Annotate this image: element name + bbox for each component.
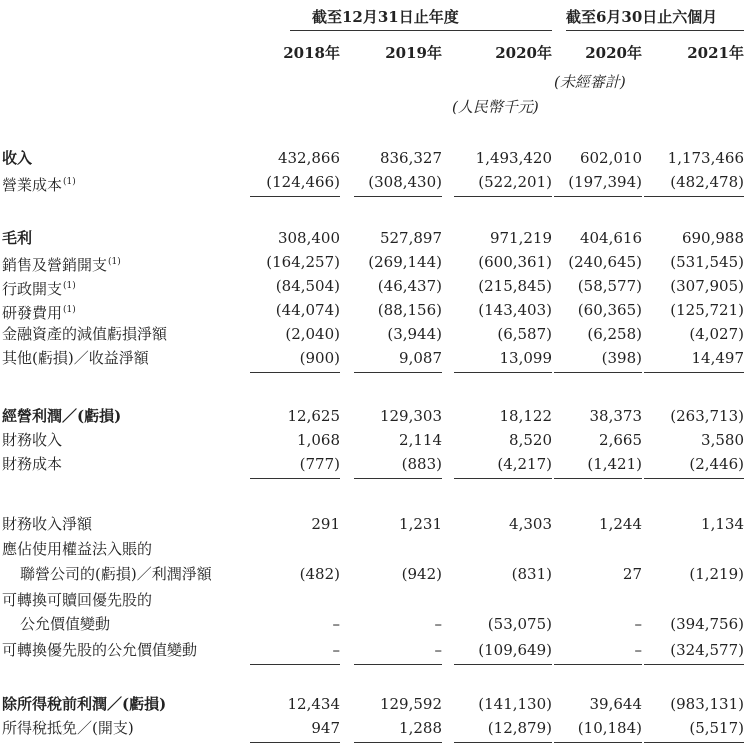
row-label: 財務成本 <box>2 455 63 473</box>
cell-value: 2,114 <box>399 431 442 449</box>
subtotal-rule <box>454 664 552 665</box>
year-header-2019: 2019年 <box>385 44 442 62</box>
cell-value: 1,288 <box>399 719 442 737</box>
cell-value: (600,361) <box>478 253 552 271</box>
row-label: 金融資產的減值虧損淨額 <box>2 325 168 343</box>
cell-value: 18,122 <box>499 407 552 425</box>
period-full-year-header: 截至12月31日止年度 <box>312 8 459 26</box>
cell-value: (263,713) <box>670 407 744 425</box>
row-label: 行政開支$^{(1)}$ <box>2 280 76 298</box>
subtotal-rule <box>554 478 642 479</box>
table-row <box>0 274 750 298</box>
cell-value: (482,478) <box>670 173 744 191</box>
subtotal-rule <box>644 196 744 197</box>
cell-value: (1,421) <box>587 455 642 473</box>
cell-value: (324,577) <box>670 641 744 659</box>
cell-value: (831) <box>511 565 552 583</box>
cell-value: 12,625 <box>287 407 340 425</box>
cell-value: (125,721) <box>670 301 744 319</box>
cell-value: (60,365) <box>577 301 642 319</box>
cell-value: 404,616 <box>579 229 642 247</box>
cell-value: (482) <box>299 565 340 583</box>
cell-value: 39,644 <box>589 695 642 713</box>
row-label: 毛利 <box>2 229 33 247</box>
cell-value: (2,040) <box>285 325 340 343</box>
table-row <box>0 322 750 346</box>
row-label: 研發費用$^{(1)}$ <box>2 304 76 322</box>
cell-value: 27 <box>622 565 642 583</box>
subtotal-rule <box>454 478 552 479</box>
cell-value: (394,756) <box>670 615 744 633</box>
cell-value: (141,130) <box>478 695 552 713</box>
cell-value: – <box>434 615 442 633</box>
cell-value: (6,258) <box>587 325 642 343</box>
subtotal-rule <box>250 196 340 197</box>
table-row <box>0 404 750 428</box>
table-row <box>0 588 750 612</box>
cell-value: (164,257) <box>266 253 340 271</box>
cell-value: 291 <box>311 515 340 533</box>
row-label: 應佔使用權益法入賬的 <box>2 540 153 558</box>
row-label: 銷售及營銷開支$^{(1)}$ <box>2 256 121 274</box>
cell-value: 1,231 <box>399 515 442 533</box>
cell-value: (1,219) <box>689 565 744 583</box>
subtotal-rule <box>354 742 442 743</box>
cell-value: (215,845) <box>478 277 552 295</box>
footnote-marker: (1) <box>63 305 76 315</box>
row-label: 其他(虧損)／收益淨額 <box>2 349 149 367</box>
cell-value: (883) <box>401 455 442 473</box>
row-label: 可轉換優先股的公允價值變動 <box>2 641 198 659</box>
subtotal-rule <box>644 742 744 743</box>
cell-value: 602,010 <box>579 149 642 167</box>
row-label: 聯營公司的(虧損)／利潤淨額 <box>20 565 212 583</box>
cell-value: – <box>434 641 442 659</box>
cell-value: 1,173,466 <box>667 149 744 167</box>
cell-value: 9,087 <box>399 349 442 367</box>
cell-value: (983,131) <box>670 695 744 713</box>
subtotal-rule <box>250 664 340 665</box>
subtotal-rule <box>250 478 340 479</box>
table-row <box>0 250 750 274</box>
cell-value: (109,649) <box>478 641 552 659</box>
row-label: 所得稅抵免／(開支) <box>2 719 134 737</box>
cell-value: (6,587) <box>497 325 552 343</box>
cell-value: (53,075) <box>487 615 552 633</box>
unaudited-note: (未經審計) <box>554 73 626 91</box>
cell-value: (197,394) <box>568 173 642 191</box>
footnote-marker: (1) <box>108 257 121 267</box>
currency-note: (人民幣千元) <box>452 98 539 116</box>
table-row <box>0 346 750 370</box>
cell-value: – <box>332 641 340 659</box>
cell-value: (240,645) <box>568 253 642 271</box>
cell-value: (398) <box>601 349 642 367</box>
subtotal-rule <box>554 196 642 197</box>
cell-value: 1,134 <box>701 515 744 533</box>
table-row <box>0 298 750 322</box>
cell-value: 12,434 <box>287 695 340 713</box>
table-row <box>0 692 750 716</box>
cell-value: 38,373 <box>589 407 642 425</box>
cell-value: (4,217) <box>497 455 552 473</box>
subtotal-rule <box>644 478 744 479</box>
cell-value: (4,027) <box>689 325 744 343</box>
cell-value: (84,504) <box>275 277 340 295</box>
year-header-2020-h1: 2020年 <box>585 44 642 62</box>
row-label: 營業成本$^{(1)}$ <box>2 176 76 194</box>
cell-value: 690,988 <box>681 229 744 247</box>
table-row <box>0 612 750 636</box>
row-label: 財務收入 <box>2 431 63 449</box>
cell-value: – <box>332 615 340 633</box>
subtotal-rule <box>454 742 552 743</box>
table-row <box>0 537 750 561</box>
row-label: 經營利潤／(虧損) <box>2 407 122 425</box>
cell-value: 308,400 <box>277 229 340 247</box>
cell-value: (58,577) <box>577 277 642 295</box>
table-row <box>0 452 750 476</box>
subtotal-rule <box>354 196 442 197</box>
cell-value: (269,144) <box>368 253 442 271</box>
row-label: 可轉換可贖回優先股的 <box>2 591 153 609</box>
cell-value: (531,545) <box>670 253 744 271</box>
cell-value: 8,520 <box>509 431 552 449</box>
cell-value: (10,184) <box>577 719 642 737</box>
cell-value: (143,403) <box>478 301 552 319</box>
footnote-marker: (1) <box>63 281 76 291</box>
cell-value: (5,517) <box>689 719 744 737</box>
cell-value: (3,944) <box>387 325 442 343</box>
table-row <box>0 562 750 586</box>
table-row <box>0 512 750 536</box>
cell-value: 1,493,420 <box>475 149 552 167</box>
cell-value: 527,897 <box>379 229 442 247</box>
cell-value: 4,303 <box>509 515 552 533</box>
cell-value: (777) <box>299 455 340 473</box>
cell-value: 3,580 <box>701 431 744 449</box>
subtotal-rule <box>250 372 340 373</box>
subtotal-rule <box>354 478 442 479</box>
cell-value: 1,244 <box>599 515 642 533</box>
cell-value: (2,446) <box>689 455 744 473</box>
subtotal-rule <box>644 372 744 373</box>
table-row <box>0 428 750 452</box>
table-row <box>0 716 750 740</box>
year-header-2021-h1: 2021年 <box>687 44 744 62</box>
table-row <box>0 226 750 250</box>
footnote-marker: (1) <box>63 177 76 187</box>
cell-value: 129,303 <box>379 407 442 425</box>
cell-value: (44,074) <box>275 301 340 319</box>
row-label: 財務收入淨額 <box>2 515 93 533</box>
cell-value: – <box>634 641 642 659</box>
subtotal-rule <box>644 664 744 665</box>
subtotal-rule <box>554 372 642 373</box>
table-row <box>0 146 750 170</box>
row-label: 除所得稅前利潤／(虧損) <box>2 695 167 713</box>
cell-value: (942) <box>401 565 442 583</box>
cell-value: (308,430) <box>368 173 442 191</box>
cell-value: (88,156) <box>377 301 442 319</box>
cell-value: (12,879) <box>487 719 552 737</box>
cell-value: 13,099 <box>499 349 552 367</box>
cell-value: 947 <box>311 719 340 737</box>
year-header-2018: 2018年 <box>283 44 340 62</box>
cell-value: 2,665 <box>599 431 642 449</box>
subtotal-rule <box>454 372 552 373</box>
subtotal-rule <box>354 664 442 665</box>
table-row <box>0 170 750 194</box>
subtotal-rule <box>354 372 442 373</box>
header-rule-six-months <box>566 30 744 31</box>
row-label: 公允價值變動 <box>20 615 111 633</box>
cell-value: (900) <box>299 349 340 367</box>
cell-value: 14,497 <box>691 349 744 367</box>
cell-value: 836,327 <box>379 149 442 167</box>
row-label: 收入 <box>2 149 33 167</box>
subtotal-rule <box>454 196 552 197</box>
cell-value: – <box>634 615 642 633</box>
cell-value: 1,068 <box>297 431 340 449</box>
subtotal-rule <box>554 664 642 665</box>
cell-value: (307,905) <box>670 277 744 295</box>
cell-value: 971,219 <box>489 229 552 247</box>
cell-value: 129,592 <box>379 695 442 713</box>
year-header-2020: 2020年 <box>495 44 552 62</box>
header-rule-full-year <box>290 30 552 31</box>
cell-value: (124,466) <box>266 173 340 191</box>
subtotal-rule <box>250 742 340 743</box>
cell-value: (46,437) <box>377 277 442 295</box>
table-row <box>0 638 750 662</box>
cell-value: 432,866 <box>277 149 340 167</box>
period-six-months-header: 截至6月30日止六個月 <box>566 8 718 26</box>
cell-value: (522,201) <box>478 173 552 191</box>
subtotal-rule <box>554 742 642 743</box>
